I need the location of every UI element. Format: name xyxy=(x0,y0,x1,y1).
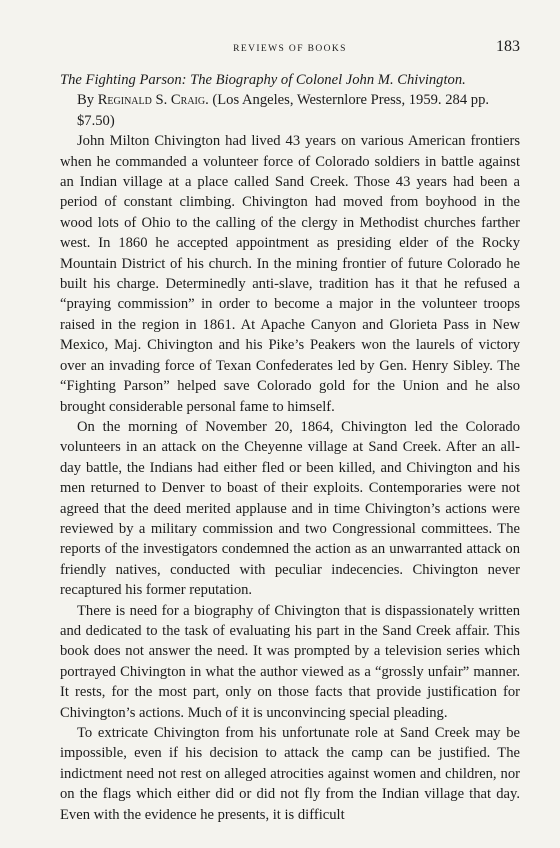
by-prefix: By xyxy=(77,92,98,109)
running-head xyxy=(60,38,520,60)
review-paragraph: On the morning of November 20, 1864, Chivington led the Colorado volunteers in an attack on the Cheyenne village at Sand Creek. After an all-day battle, the Indians had either fled or been killed, and Chivington and his men returned to Denver to boast of their exploits. Contemporaries were not agreed that the deed merited applause and in time Chivington’s actions were reviewed by a military commission and two Congressional committees. The reports of the investigators condemned the action as an unwarranted attack on friendly natives, conducted with peculiar indecencies. Chivington never recaptured his former reputation. xyxy=(60,418,520,599)
page-number: 183 xyxy=(496,38,520,55)
review-paragraph: To extricate Chivington from his unfortunate role at Sand Creek may be impossible, even if his decision to attack the camp can be justified. The indictment need not rest on alleged atrocities against women and children, nor on the flags which either did or did not fly from the Indian village that day. Even with the evidence he presents, it is difficult xyxy=(60,725,520,823)
book-entry xyxy=(60,70,520,131)
book-author: Reginald S. Craig. xyxy=(97,92,209,109)
book-citation xyxy=(60,90,520,131)
publication-details: (Los Angeles, Westernlore Press, 1959. 284 pp. $7.50) xyxy=(77,92,490,129)
review-paragraph: There is need for a biography of Chivington that is dispassionately written and dedicated to the task of evaluating his part in the Sand Creek affair. This book does not answer the need. It was prompted by a television series which portrayed Chivington in what the author viewed as a “grossly unfair” manner. It rests, for the most part, only on those facts that provide justification for Chivington’s actions. Much of it is unconvincing special pleading. xyxy=(60,602,520,721)
review-paragraph: John Milton Chivington had lived 43 years on various American frontiers when he commanded a volunteer force of Colorado soldiers in battle against an Indian village at a place called Sand Creek. Those 43 years had been a period of constant climbing. Chivington had moved from boyhood in the wood lots of Ohio to the calling of the clergy in Methodist churches farther west. In 1860 he accepted appointment as presiding elder of the Rocky Mountain District of his church. In the mining frontier of future Colorado he built his charge. Determinedly anti-slave, tradition has it that he refused a “praying commission” in order to become a major in the volunteer troops raised in the region in 1861. At Apache Canyon and Glorieta Pass in New Mexico, Maj. Chivington and his Pike’s Peakers won the laurels of victory over an invading force of Texan Confederates led by Gen. Henry Sibley. The “Fighting Parson” helped save Colorado gold for the Union and he also brought considerable personal fame to himself. xyxy=(60,133,520,415)
running-head-title: REVIEWS OF BOOKS xyxy=(233,44,347,54)
review-body xyxy=(60,131,520,825)
book-title: The Fighting Parson: The Biography of Colonel John M. Chivington. xyxy=(60,72,466,88)
